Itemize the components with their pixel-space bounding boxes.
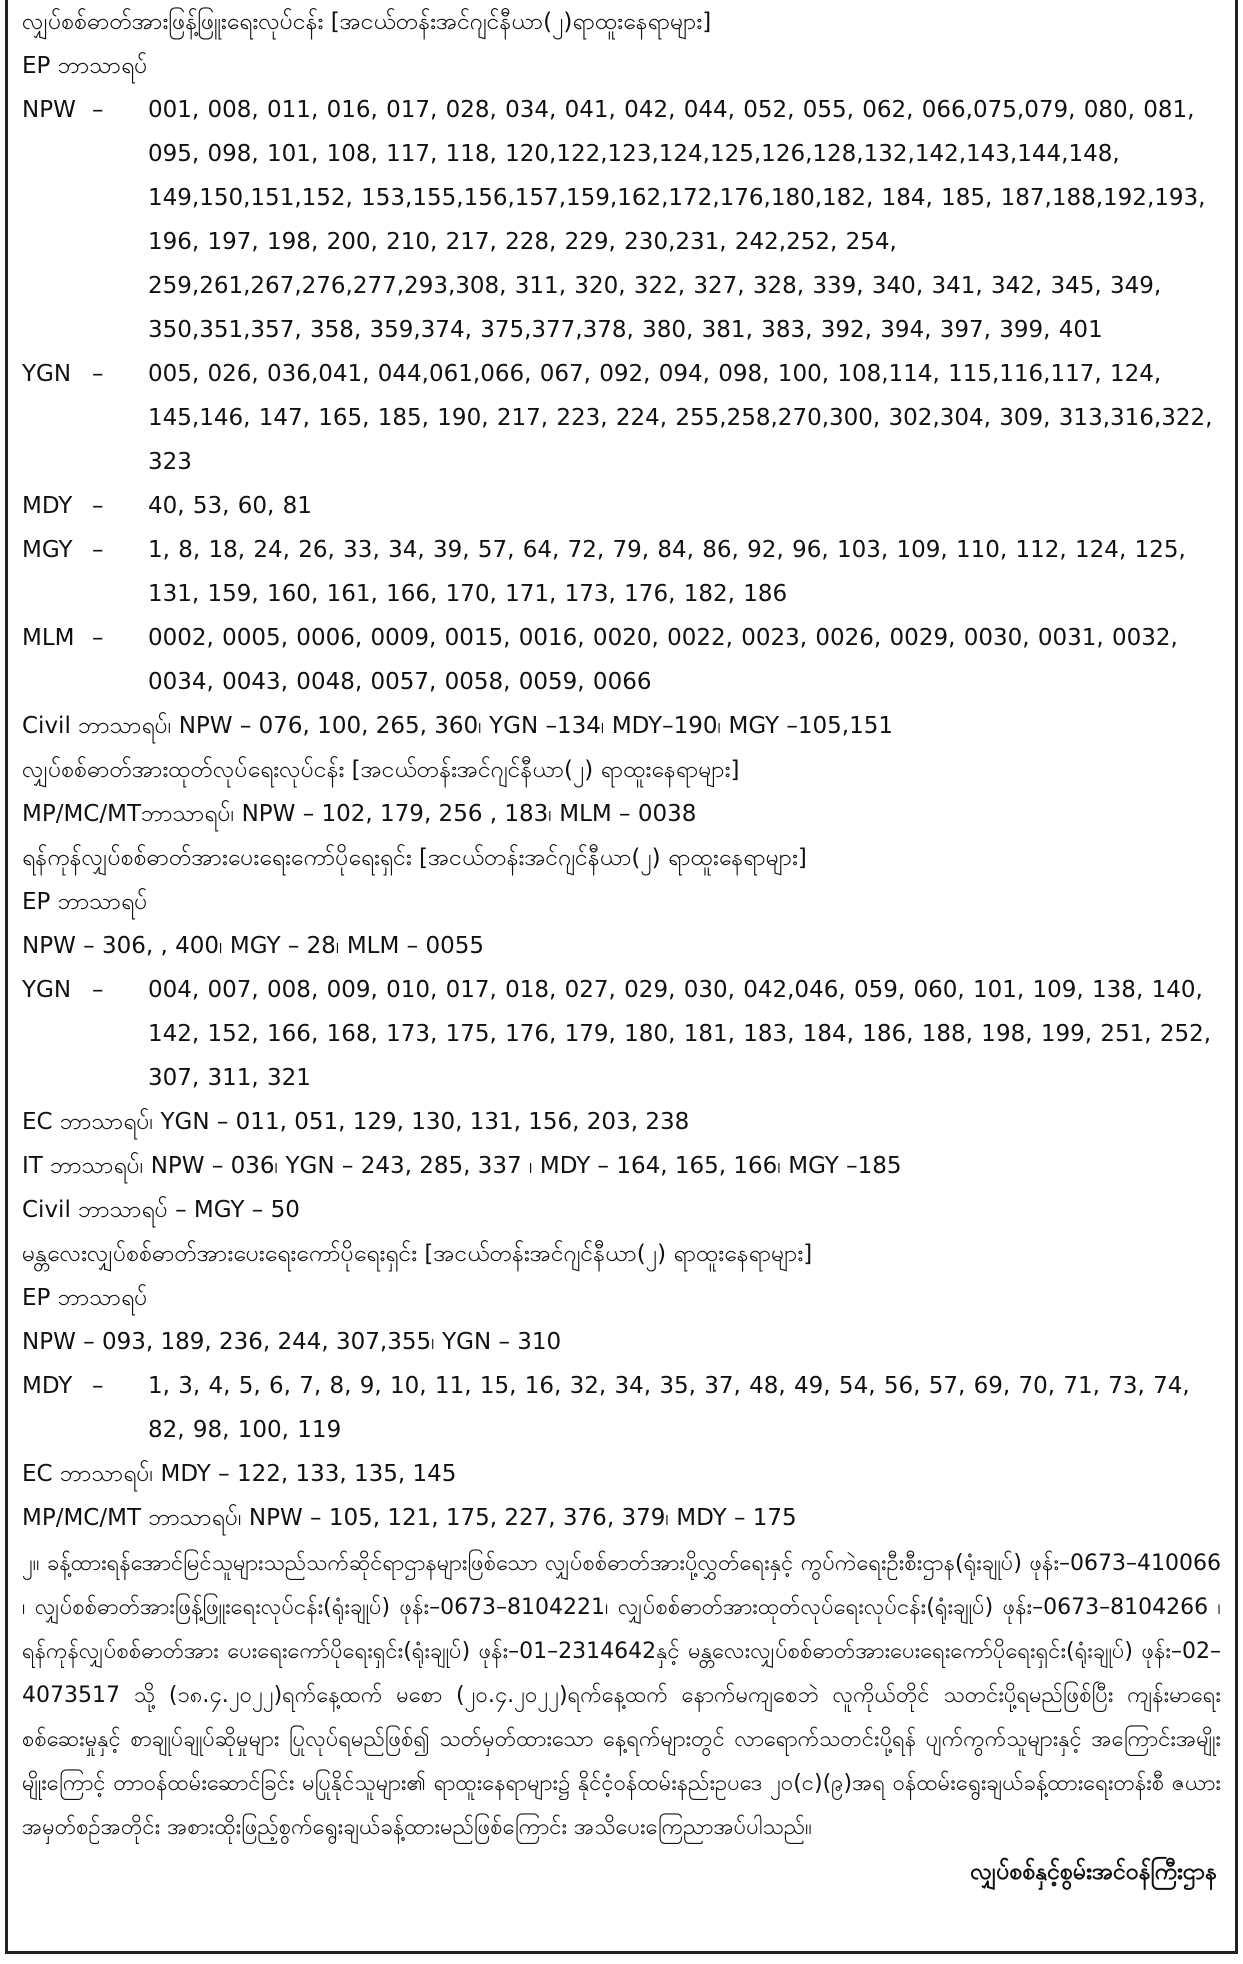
document-page bbox=[5, 0, 1238, 1954]
dash-separator: – bbox=[92, 361, 104, 387]
roll-numbers: 001, 008, 011, 016, 017, 028, 034, 041, 042, 044, 052, 055, 062, 066,075,079, 080, 081, 095, 098, 101, 108, 117, 118, 120,122,123,124,125,126,128,132,142,143,144,148, 149,150,151,152, 153,155,156,157,159,162,172,176,180,182, 184, 185, 187,188,192,193, 196, 197, 198, 200, 210, 217, 228, 229, 230,231, 242,252, 254, 259,261,267,276,277,293,308, 311, 320, 322, 327, 328, 339, 340, 341, 342, 345, 349, 350,351,357, 358, 359,374, 375,377,378, 380, 381, 383, 392, 394, 397, 399, 401 bbox=[148, 97, 1206, 343]
dash-separator: – bbox=[92, 537, 104, 563]
document-line: IT ဘာသာရပ်၊ NPW – 036၊ YGN – 243, 285, 337 ၊ MDY – 164, 165, 166၊ MGY –185 bbox=[22, 1153, 902, 1179]
roll-numbers: 0002, 0005, 0006, 0009, 0015, 0016, 0020, 0022, 0023, 0026, 0029, 0030, 0031, 0032, 0034, 0043, 0048, 0057, 0058, 0059, 0066 bbox=[148, 625, 1178, 695]
region-code: NPW bbox=[22, 97, 76, 123]
signature: လျှပ်စစ်နှင့်စွမ်းအင်ဝန်ကြီးဌာန bbox=[970, 1859, 1217, 1885]
document-line: ရန်ကုန်လျှပ်စစ်ဓာတ်အားပေးရေးကော်ပိုရေးရှင်း [အငယ်တန်းအင်ဂျင်နီယာ(၂) ရာထူးနေရာများ] bbox=[22, 845, 807, 871]
region-code: MDY bbox=[22, 1373, 73, 1399]
document-line: EC ဘာသာရပ်၊ MDY – 122, 133, 135, 145 bbox=[22, 1461, 457, 1487]
notice-paragraph: ၂။ ခန့်ထားရန်အောင်မြင်သူများသည်သက်ဆိုင်ရာဌာနများဖြစ်သော လျှပ်စစ်ဓာတ်အားပို့လွှတ်ရေးနှင့် ကွပ်ကဲရေးဦးစီးဌာန(ရုံးချုပ်) ဖုန်း–0673–410066 ၊ လျှပ်စစ်ဓာတ်အားဖြန့်ဖြူးရေးလုပ်ငန်း(ရုံးချုပ်) ဖုန်း–0673–8104221၊ လျှပ်စစ်ဓာတ်အားထုတ်လုပ်ရေးလုပ်ငန်း(ရုံးချုပ်) ဖုန်း–0673–8104266 ၊ ရန်ကုန်လျှပ်စစ်ဓာတ်အား ပေးရေးကော်ပိုရေးရှင်း(ရုံးချုပ်) ဖုန်း–01–2314642နှင့် မန္တလေးလျှပ်စစ်ဓာတ်အားပေးရေးကော်ပိုရေးရှင်း(ရုံးချုပ်) ဖုန်း–02–4073517 သို့ (၁၈.၄.၂၀၂၂)ရက်နေ့ထက် မစော (၂၀.၄.၂၀၂၂)ရက်နေ့ထက် နောက်မကျစေဘဲ လူကိုယ်တိုင် သတင်းပို့ရမည်ဖြစ်ပြီး ကျန်းမာရေးစစ်ဆေးမှုနှင့် စာချုပ်ချုပ်ဆိုမှုများ ပြုလုပ်ရမည်ဖြစ်၍ သတ်မှတ်ထားသော နေ့ရက်များတွင် လာရောက်သတင်းပို့ရန် ပျက်ကွက်သူများနှင့် အကြောင်းအမျိုးမျိုးကြောင့် တာဝန်ထမ်းဆောင်ခြင်း မပြုနိုင်သူများ၏ ရာထူးနေရာများ၌ နိုင်ငံ့ဝန်ထမ်းနည်းဥပဒေ ၂၀(င)(၉)အရ ဝန်ထမ်းရွေးချယ်ခန့်ထားရေးတန်းစီ ဇယားအမှတ်စဉ်အတိုင်း အစားထိုးဖြည့်စွက်ရွေးချယ်ခန့်ထားမည်ဖြစ်ကြောင်း အသိပေးကြေညာအပ်ပါသည်။ bbox=[22, 1551, 1221, 1840]
document-line: Civil ဘာသာရပ် – MGY – 50 bbox=[22, 1197, 300, 1223]
document-line: Civil ဘာသာရပ်၊ NPW – 076, 100, 265, 360၊ YGN –134၊ MDY–190၊ MGY –105,151 bbox=[22, 713, 894, 739]
document-line: NPW – 093, 189, 236, 244, 307,355၊ YGN – 310 bbox=[22, 1329, 562, 1355]
document-line: EP ဘာသာရပ် bbox=[22, 889, 148, 915]
region-code: YGN bbox=[22, 977, 72, 1003]
region-code: YGN bbox=[22, 361, 72, 387]
roll-numbers: 005, 026, 036,041, 044,061,066, 067, 092, 094, 098, 100, 108,114, 115,116,117, 124, 145,146, 147, 165, 185, 190, 217, 223, 224, 255,258,270,300, 302,304, 309, 313,316,322, 323 bbox=[148, 361, 1213, 475]
roll-number-row bbox=[22, 88, 1221, 352]
region-code: MDY bbox=[22, 493, 73, 519]
dash-separator: – bbox=[92, 97, 104, 123]
document-line: လျှပ်စစ်ဓာတ်အားထုတ်လုပ်ရေးလုပ်ငန်း [အငယ်တန်းအင်ဂျင်နီယာ(၂) ရာထူးနေရာများ] bbox=[22, 757, 740, 783]
roll-numbers: 1, 3, 4, 5, 6, 7, 8, 9, 10, 11, 15, 16, 32, 34, 35, 37, 48, 49, 54, 56, 57, 69, 70, 71, 73, 74, 82, 98, 100, 119 bbox=[148, 1373, 1190, 1443]
document-line: MP/MC/MT ဘာသာရပ်၊ NPW – 105, 121, 175, 227, 376, 379၊ MDY – 175 bbox=[22, 1505, 797, 1531]
document-line: EC ဘာသာရပ်၊ YGN – 011, 051, 129, 130, 131, 156, 203, 238 bbox=[22, 1109, 690, 1135]
roll-number-row bbox=[22, 616, 1221, 704]
document-line: NPW – 306, , 400၊ MGY – 28၊ MLM – 0055 bbox=[22, 933, 484, 959]
dash-separator: – bbox=[92, 493, 104, 519]
roll-numbers: 004, 007, 008, 009, 010, 017, 018, 027, 029, 030, 042,046, 059, 060, 101, 109, 138, 140, 142, 152, 166, 168, 173, 175, 176, 179, 180, 181, 183, 184, 186, 188, 198, 199, 251, 252, 307, 311, 321 bbox=[148, 977, 1212, 1091]
document-line: EP ဘာသာရပ် bbox=[22, 53, 148, 79]
roll-numbers: 1, 8, 18, 24, 26, 33, 34, 39, 57, 64, 72, 79, 84, 86, 92, 96, 103, 109, 110, 112, 124, 125, 131, 159, 160, 161, 166, 170, 171, 173, 176, 182, 186 bbox=[148, 537, 1186, 607]
roll-number-row bbox=[22, 528, 1221, 616]
roll-number-row bbox=[22, 968, 1221, 1100]
dash-separator: – bbox=[92, 1373, 104, 1399]
roll-numbers: 40, 53, 60, 81 bbox=[148, 493, 312, 519]
roll-number-row bbox=[22, 1364, 1221, 1452]
region-code: MGY bbox=[22, 537, 73, 563]
dash-separator: – bbox=[92, 625, 104, 651]
document-line: မန္တလေးလျှပ်စစ်ဓာတ်အားပေးရေးကော်ပိုရေးရှင်း [အငယ်တန်းအင်ဂျင်နီယာ(၂) ရာထူးနေရာများ] bbox=[22, 1241, 813, 1267]
roll-number-row bbox=[22, 484, 1221, 528]
document-line: လျှပ်စစ်ဓာတ်အားဖြန့်ဖြူးရေးလုပ်ငန်း [အငယ်တန်းအင်ဂျင်နီယာ(၂)ရာထူးနေရာများ] bbox=[22, 9, 712, 35]
dash-separator: – bbox=[92, 977, 104, 1003]
document-line: EP ဘာသာရပ် bbox=[22, 1285, 148, 1311]
document-line: MP/MC/MTဘာသာရပ်၊ NPW – 102, 179, 256 , 183၊ MLM – 0038 bbox=[22, 801, 697, 827]
region-code: MLM bbox=[22, 625, 75, 651]
content bbox=[22, 0, 1221, 1540]
roll-number-row bbox=[22, 352, 1221, 484]
